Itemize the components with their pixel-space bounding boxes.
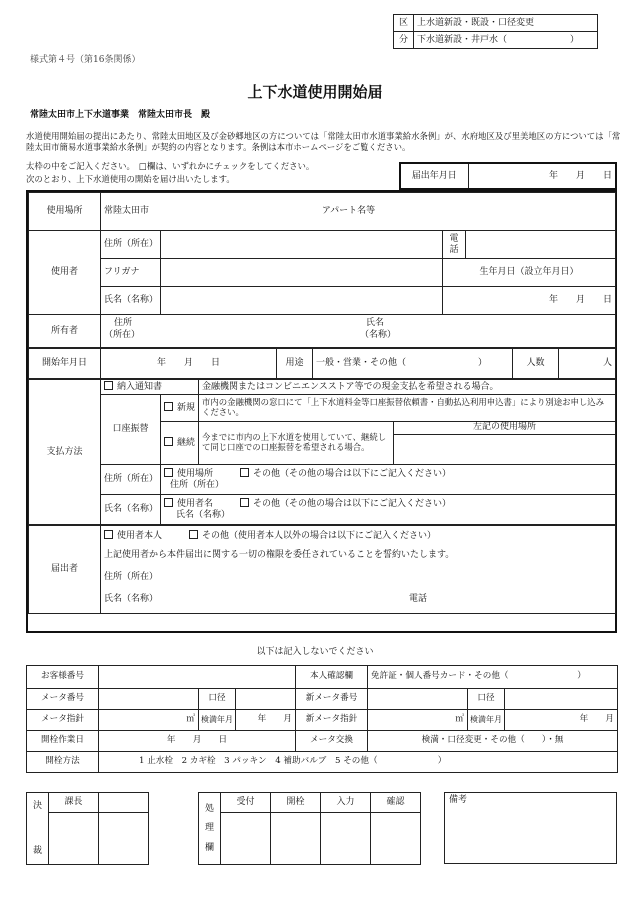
- applicant-name-label: 氏名（名称）: [104, 594, 159, 604]
- delegation-text: 上記使用者から本件届出に関する一切の権限を委任されていることを誓約いたします。: [104, 550, 455, 560]
- process-col-confirm: 確認: [371, 793, 421, 813]
- process-stamp-open[interactable]: [271, 813, 321, 865]
- page-title: 上下水道使用開始届: [247, 83, 383, 101]
- payment-name-user-checkbox[interactable]: [164, 498, 173, 507]
- payment-address-place-label: 使用場所: [177, 468, 214, 479]
- remarks-label: 備考: [449, 795, 468, 805]
- payment-address-sub: 住所（所在）: [170, 479, 225, 490]
- payment-name-sub: 氏名（名称）: [176, 509, 231, 520]
- process-label-3: 欄: [204, 842, 214, 853]
- owner-address-label: 住所: [114, 318, 133, 328]
- user-label: 使用者: [29, 231, 101, 315]
- applicant-address-label: 住所（所在）: [104, 572, 159, 582]
- new-option[interactable]: [161, 395, 199, 422]
- office-table: [26, 665, 618, 773]
- new-meter-no-label: 新メータ番号: [296, 689, 368, 710]
- user-address-field[interactable]: [161, 231, 443, 259]
- approval-label-2: 裁: [32, 845, 42, 856]
- applicant-phone-label: 電話: [409, 594, 428, 604]
- intro-instruction: 太枠の中をご記入ください。 □欄は、いずれかにチェックをしてください。: [26, 161, 315, 171]
- payment-label: 支払方法: [29, 380, 101, 525]
- office-use-note: 以下は記入しないでください: [256, 647, 374, 657]
- birthdate-field[interactable]: 年 月 日: [443, 287, 616, 315]
- notice-checkbox[interactable]: [104, 381, 113, 390]
- birthdate-label: 生年月日（設立年月日）: [443, 259, 616, 287]
- user-phone-label: 電話: [443, 231, 466, 259]
- notice-desc: 金融機関またはコンビニエンスストア等での現金支払を希望される場合。: [199, 380, 616, 395]
- submit-date-field[interactable]: 年 月 日: [468, 163, 616, 189]
- owner-label: 所有者: [29, 315, 101, 348]
- customer-no-label: お客様番号: [27, 666, 99, 689]
- process-box: [198, 792, 421, 865]
- applicant-label: 届出者: [29, 526, 101, 614]
- apartment-label: アパート名等: [321, 206, 376, 217]
- user-name-field[interactable]: [161, 287, 443, 315]
- continue-desc: 今までに市内の上下水道を使用していて、継続して同じ口座での口座振替を希望される場合。: [199, 422, 394, 465]
- user-address-label: 住所（所在）: [101, 231, 161, 259]
- continue-checkbox[interactable]: [164, 437, 173, 446]
- left-place-cell[interactable]: [394, 422, 616, 465]
- submit-date-label: 届出年月日: [400, 163, 468, 189]
- caliber2-field[interactable]: [505, 689, 618, 710]
- usage-place-label: 使用場所: [29, 193, 101, 231]
- payment-name-field[interactable]: [161, 495, 616, 525]
- payment-name-other-label: その他（その他の場合は以下にご記入ください）: [253, 498, 452, 509]
- process-label-1: 処: [204, 803, 214, 814]
- furigana-label: フリガナ: [101, 259, 161, 287]
- furigana-field[interactable]: [161, 259, 443, 287]
- owner-name-label: 氏名: [366, 318, 385, 328]
- approval-label: [27, 793, 49, 865]
- payment-address-place-checkbox[interactable]: [164, 468, 173, 477]
- payment-address-field[interactable]: [161, 465, 616, 495]
- applicant-self-label: 使用者本人: [117, 531, 163, 541]
- start-date-field[interactable]: 年 月 日: [101, 349, 277, 379]
- notice-label: 納入通知書: [117, 382, 163, 393]
- meter-exchange-label: メータ交換: [296, 731, 368, 752]
- chief-label: 課長: [49, 793, 99, 813]
- inspect-field[interactable]: 年 月: [236, 710, 296, 731]
- usage-place-city: 常陸太田市: [104, 206, 150, 217]
- user-name-label: 氏名（名称）: [101, 287, 161, 315]
- submit-date-box: [399, 162, 617, 190]
- usage-type-label: 用途: [277, 349, 313, 379]
- inspect-label: 検満年月: [199, 710, 236, 731]
- payment-address-label: 住所（所在）: [101, 465, 161, 495]
- caliber-field[interactable]: [236, 689, 296, 710]
- usage-place-field[interactable]: [101, 193, 616, 231]
- process-stamp-input[interactable]: [321, 813, 371, 865]
- notice-option[interactable]: [101, 380, 199, 395]
- left-place-label: 左記の使用場所: [394, 422, 615, 435]
- owner-address-sub: （所在）: [104, 330, 141, 340]
- process-label: [199, 793, 221, 865]
- addressee: 常陸太田市上下水道事業 常陸太田市長 殿: [30, 110, 211, 120]
- payment-name-user-label: 使用者名: [177, 498, 214, 509]
- meter-reading-field[interactable]: ㎥: [99, 710, 199, 731]
- category-label-1: 区: [394, 15, 414, 32]
- approval-extra-header: [99, 793, 149, 813]
- applicant-other-checkbox[interactable]: [189, 530, 198, 539]
- category-value-2: 下水道新設・井戸水（ ）: [414, 32, 598, 49]
- customer-no-field[interactable]: [99, 666, 296, 689]
- main-form: [26, 190, 617, 633]
- payment-address-other-checkbox[interactable]: [240, 468, 249, 477]
- meter-exchange-field[interactable]: 検満・口径変更・その他（ ）・無: [368, 731, 618, 752]
- open-method-field[interactable]: 1 止水栓 2 カギ栓 3 パッキン 4 補助バルブ 5 その他（ ）: [99, 752, 618, 773]
- new-meter-reading-field[interactable]: ㎥: [368, 710, 468, 731]
- applicant-self-checkbox[interactable]: [104, 530, 113, 539]
- open-method-label: 開栓方法: [27, 752, 99, 773]
- approval-label-1: 決: [32, 801, 42, 812]
- identity-label: 本人確認欄: [296, 666, 368, 689]
- transfer-label: 口座振替: [101, 395, 161, 465]
- applicant-field[interactable]: [101, 526, 616, 614]
- open-date-field[interactable]: 年 月 日: [99, 731, 296, 752]
- meter-reading-label: メータ指針: [27, 710, 99, 731]
- category-label-2: 分: [394, 32, 414, 49]
- payment-name-label: 氏名（名称）: [101, 495, 161, 525]
- identity-field[interactable]: 免許証・個人番号カード・その他（ ）: [368, 666, 618, 689]
- user-phone-field[interactable]: [466, 231, 616, 259]
- intro-declaration: 次のとおり、上下水道使用の開始を届け出いたします。: [26, 174, 235, 184]
- approval-box: [26, 792, 149, 865]
- remarks-box[interactable]: [444, 792, 617, 864]
- owner-field[interactable]: [101, 315, 616, 348]
- new-desc: 市内の金融機関の窓口にて「上下水道料金等口座振替依頼書・自動払込利用申込書」により別途お申し込みください。: [199, 395, 616, 422]
- owner-name-sub: （名称）: [360, 330, 397, 340]
- payment-name-other-checkbox[interactable]: [240, 498, 249, 507]
- process-col-input: 入力: [321, 793, 371, 813]
- approval-extra-stamp[interactable]: [99, 813, 149, 865]
- category-value-1: 上水道新設・既設・口径変更: [414, 15, 598, 32]
- chief-stamp[interactable]: [49, 813, 99, 865]
- process-stamp-reception[interactable]: [221, 813, 271, 865]
- new-meter-no-field[interactable]: [368, 689, 468, 710]
- caliber-label: 口径: [199, 689, 236, 710]
- meter-no-label: メータ番号: [27, 689, 99, 710]
- intro-text: 水道使用開始届の提出にあたり、常陸太田地区及び金砂郷地区の方については「常陸太田市水道事業給水条例」が、水府地区及び里美地区の方については「常陸太田市簡易水道事業給水条例」が契約の内容となります。条例は本市ホームページをご覧ください。: [26, 131, 621, 152]
- start-date-label: 開始年月日: [29, 349, 101, 379]
- payment-address-other-label: その他（その他の場合は以下にご記入ください）: [253, 468, 452, 479]
- process-col-open: 開栓: [271, 793, 321, 813]
- new-checkbox[interactable]: [164, 402, 173, 411]
- process-col-reception: 受付: [221, 793, 271, 813]
- continue-label: 継続: [177, 438, 196, 449]
- category-box: [393, 14, 598, 49]
- caliber2-label: 口径: [468, 689, 505, 710]
- usage-type-field[interactable]: 一般・営業・その他（ ）: [313, 349, 513, 379]
- process-stamp-confirm[interactable]: [371, 813, 421, 865]
- inspect2-label: 検満年月: [468, 710, 505, 731]
- meter-no-field[interactable]: [99, 689, 199, 710]
- applicant-other-label: その他（使用者本人以外の場合は以下にご記入ください）: [202, 531, 437, 541]
- continue-option[interactable]: [161, 422, 199, 465]
- new-label: 新規: [177, 403, 196, 414]
- people-field[interactable]: 人: [559, 349, 616, 379]
- new-meter-reading-label: 新メータ指針: [296, 710, 368, 731]
- form-number: 様式第４号（第16条関係）: [30, 55, 141, 65]
- process-label-2: 理: [204, 823, 214, 834]
- people-label: 人数: [513, 349, 559, 379]
- inspect2-field[interactable]: 年 月: [505, 710, 618, 731]
- open-date-label: 開栓作業日: [27, 731, 99, 752]
